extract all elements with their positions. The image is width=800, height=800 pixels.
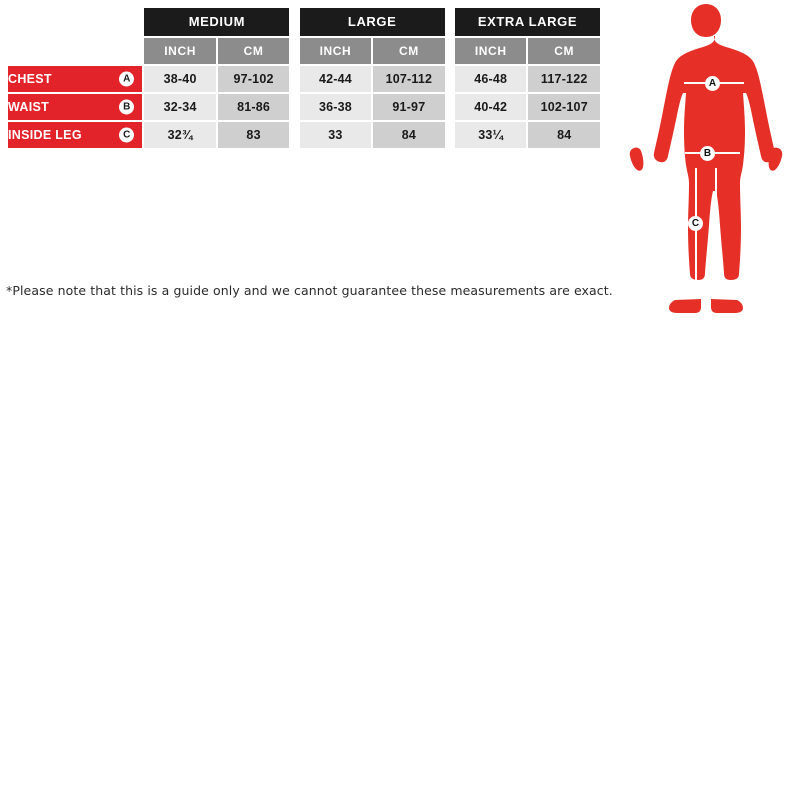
cell-chest-medium-cm: 97-102: [218, 66, 289, 92]
row-label-waist: [8, 94, 142, 120]
size-header-large: LARGE: [300, 8, 445, 36]
cell-chest-xl-inch: 46-48: [455, 66, 526, 92]
cell-waist-large-inch: 36-38: [300, 94, 371, 120]
figure-marker-b: B: [700, 146, 715, 161]
column-gap: [447, 122, 453, 148]
cell-inside-leg-xl-cm: 84: [528, 122, 600, 148]
unit-header-large-inch: INCH: [300, 38, 371, 64]
badge-c-icon: C: [119, 128, 134, 143]
unit-header-row: [8, 38, 600, 64]
size-chart: [6, 6, 606, 150]
size-table: [6, 6, 602, 150]
row-label-inside-leg: [8, 122, 142, 148]
figure-marker-a: A: [705, 76, 720, 91]
row-label-inside-leg-text: INSIDE LEG: [8, 128, 82, 142]
cell-waist-xl-cm: 102-107: [528, 94, 600, 120]
column-gap: [447, 94, 453, 120]
cell-inside-leg-large-inch: 33: [300, 122, 371, 148]
badge-b-icon: B: [119, 100, 134, 115]
figure-marker-c: C: [688, 216, 703, 231]
cell-inside-leg-medium-inch: 32¾: [144, 122, 215, 148]
size-header-extra-large: EXTRA LARGE: [455, 8, 600, 36]
unit-header-xl-cm: CM: [528, 38, 600, 64]
unit-header-xl-inch: INCH: [455, 38, 526, 64]
body-figure: [612, 0, 800, 320]
cell-chest-large-cm: 107-112: [373, 66, 444, 92]
column-gap: [447, 66, 453, 92]
cell-inside-leg-medium-cm: 83: [218, 122, 289, 148]
size-header-row: [8, 8, 600, 36]
empty-corner-cell: [8, 38, 142, 64]
row-label-chest: [8, 66, 142, 92]
column-gap: [291, 122, 297, 148]
cell-chest-large-inch: 42-44: [300, 66, 371, 92]
column-gap: [447, 8, 453, 36]
row-label-waist-text: WAIST: [8, 100, 50, 114]
column-gap: [291, 38, 297, 64]
unit-header-medium-inch: INCH: [144, 38, 215, 64]
column-gap: [291, 8, 297, 36]
cell-waist-xl-inch: 40-42: [455, 94, 526, 120]
column-gap: [447, 38, 453, 64]
table-row: [8, 94, 600, 120]
table-row: [8, 66, 600, 92]
cell-inside-leg-large-cm: 84: [373, 122, 444, 148]
cell-chest-medium-inch: 38-40: [144, 66, 215, 92]
size-header-medium: MEDIUM: [144, 8, 289, 36]
cell-chest-xl-cm: 117-122: [528, 66, 600, 92]
column-gap: [291, 94, 297, 120]
cell-waist-large-cm: 91-97: [373, 94, 444, 120]
cell-waist-medium-cm: 81-86: [218, 94, 289, 120]
unit-header-large-cm: CM: [373, 38, 444, 64]
column-gap: [291, 66, 297, 92]
empty-corner-cell: [8, 8, 142, 36]
table-row: [8, 122, 600, 148]
cell-inside-leg-xl-inch: 33¼: [455, 122, 526, 148]
row-label-chest-text: CHEST: [8, 72, 52, 86]
footnote-text: *Please note that this is a guide only and we cannot guarantee these measurements are exact.: [6, 283, 613, 298]
badge-a-icon: A: [119, 72, 134, 87]
unit-header-medium-cm: CM: [218, 38, 289, 64]
cell-waist-medium-inch: 32-34: [144, 94, 215, 120]
